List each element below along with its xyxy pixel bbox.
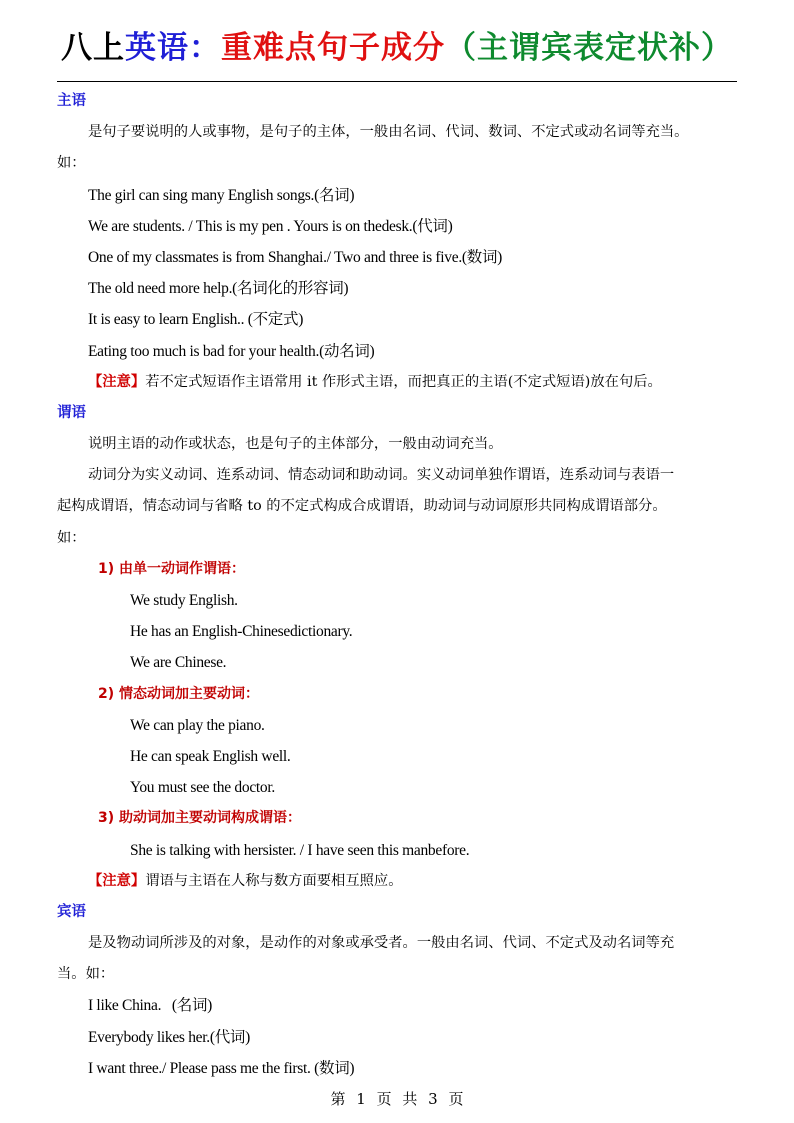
example-sentence: We are students. / This is my pen . Yours is on thedesk.(代词) bbox=[88, 217, 453, 235]
predicate-subheading-2: 2) 情态动词加主要动词： bbox=[98, 685, 260, 702]
title-components: （主谓宾表定状补） bbox=[445, 30, 733, 66]
title-divider bbox=[57, 81, 737, 82]
object-definition-cont: 当。如： bbox=[57, 966, 115, 983]
title-topic: 重难点句子成分 bbox=[221, 30, 445, 66]
example-sentence: We are Chinese. bbox=[130, 654, 227, 672]
example-sentence: We study English. bbox=[130, 592, 238, 609]
predicate-paragraph-cont: 起构成谓语，情态动词与省略 to 的不定式构成合成谓语，助动词与动词原形共同构成谓语部分。 bbox=[57, 498, 667, 515]
section-heading-object: 宾语 bbox=[57, 903, 86, 920]
example-sentence: He can speak English well. bbox=[130, 747, 291, 765]
document-body bbox=[57, 86, 742, 1084]
example-sentence: The old need more help.(名词化的形容词) bbox=[88, 280, 349, 298]
example-sentence: I like China. (名词) bbox=[88, 997, 213, 1015]
section-heading-subject: 主语 bbox=[57, 93, 86, 109]
predicate-subheading-1: 1) 由单一动词作谓语： bbox=[98, 560, 246, 577]
title-subject: 英语： bbox=[125, 30, 221, 66]
note-label: 【注意】 bbox=[88, 872, 146, 889]
example-sentence: You must see the doctor. bbox=[130, 779, 275, 797]
note-text: 谓语与主语在人称与数方面要相互照应。 bbox=[145, 872, 403, 889]
document-title bbox=[0, 22, 794, 67]
page-footer: 第 1 页 共 3 页 bbox=[330, 1090, 464, 1108]
subject-definition: 是句子要说明的人或事物，是句子的主体，一般由名词、代词、数词、不定式或动名词等充当。 bbox=[88, 124, 689, 141]
example-sentence: She is talking with hersister. / I have seen this manbefore. bbox=[130, 841, 470, 859]
predicate-subheading-3: 3) 助动词加主要动词构成谓语： bbox=[98, 810, 302, 827]
example-sentence: The girl can sing many English songs.(名词) bbox=[88, 186, 355, 204]
predicate-note bbox=[57, 866, 742, 897]
predicate-paragraph: 动词分为实义动词、连系动词、情态动词和助动词。实义动词单独作谓语，连系动词与表语一 bbox=[88, 467, 675, 484]
subject-note bbox=[57, 367, 742, 398]
predicate-definition: 说明主语的动作或状态，也是句子的主体部分，一般由动词充当。 bbox=[88, 436, 503, 453]
note-text: 若不定式短语作主语常用 it 作形式主语，而把真正的主语(不定式短语)放在句后。 bbox=[145, 373, 662, 390]
example-sentence: I want three./ Please pass me the first. (数词) bbox=[88, 1059, 355, 1077]
example-sentence: He has an English-Chinesedictionary. bbox=[130, 623, 353, 641]
example-sentence: Everybody likes her.(代词) bbox=[88, 1028, 250, 1046]
example-sentence: One of my classmates is from Shanghai./ Two and three is five.(数词) bbox=[88, 248, 503, 266]
subject-definition-cont: 如： bbox=[57, 155, 86, 172]
predicate-paragraph-cont: 如： bbox=[57, 529, 86, 546]
object-definition: 是及物动词所涉及的对象，是动作的对象或承受者。一般由名词、代词、不定式及动名词等充 bbox=[88, 935, 675, 952]
example-sentence: It is easy to learn English.. (不定式) bbox=[88, 311, 304, 329]
title-grade: 八上 bbox=[61, 30, 125, 66]
section-heading-predicate: 谓语 bbox=[57, 404, 86, 421]
example-sentence: We can play the piano. bbox=[130, 716, 265, 734]
note-label: 【注意】 bbox=[88, 373, 146, 390]
example-sentence: Eating too much is bad for your health.(动名词) bbox=[88, 342, 375, 360]
